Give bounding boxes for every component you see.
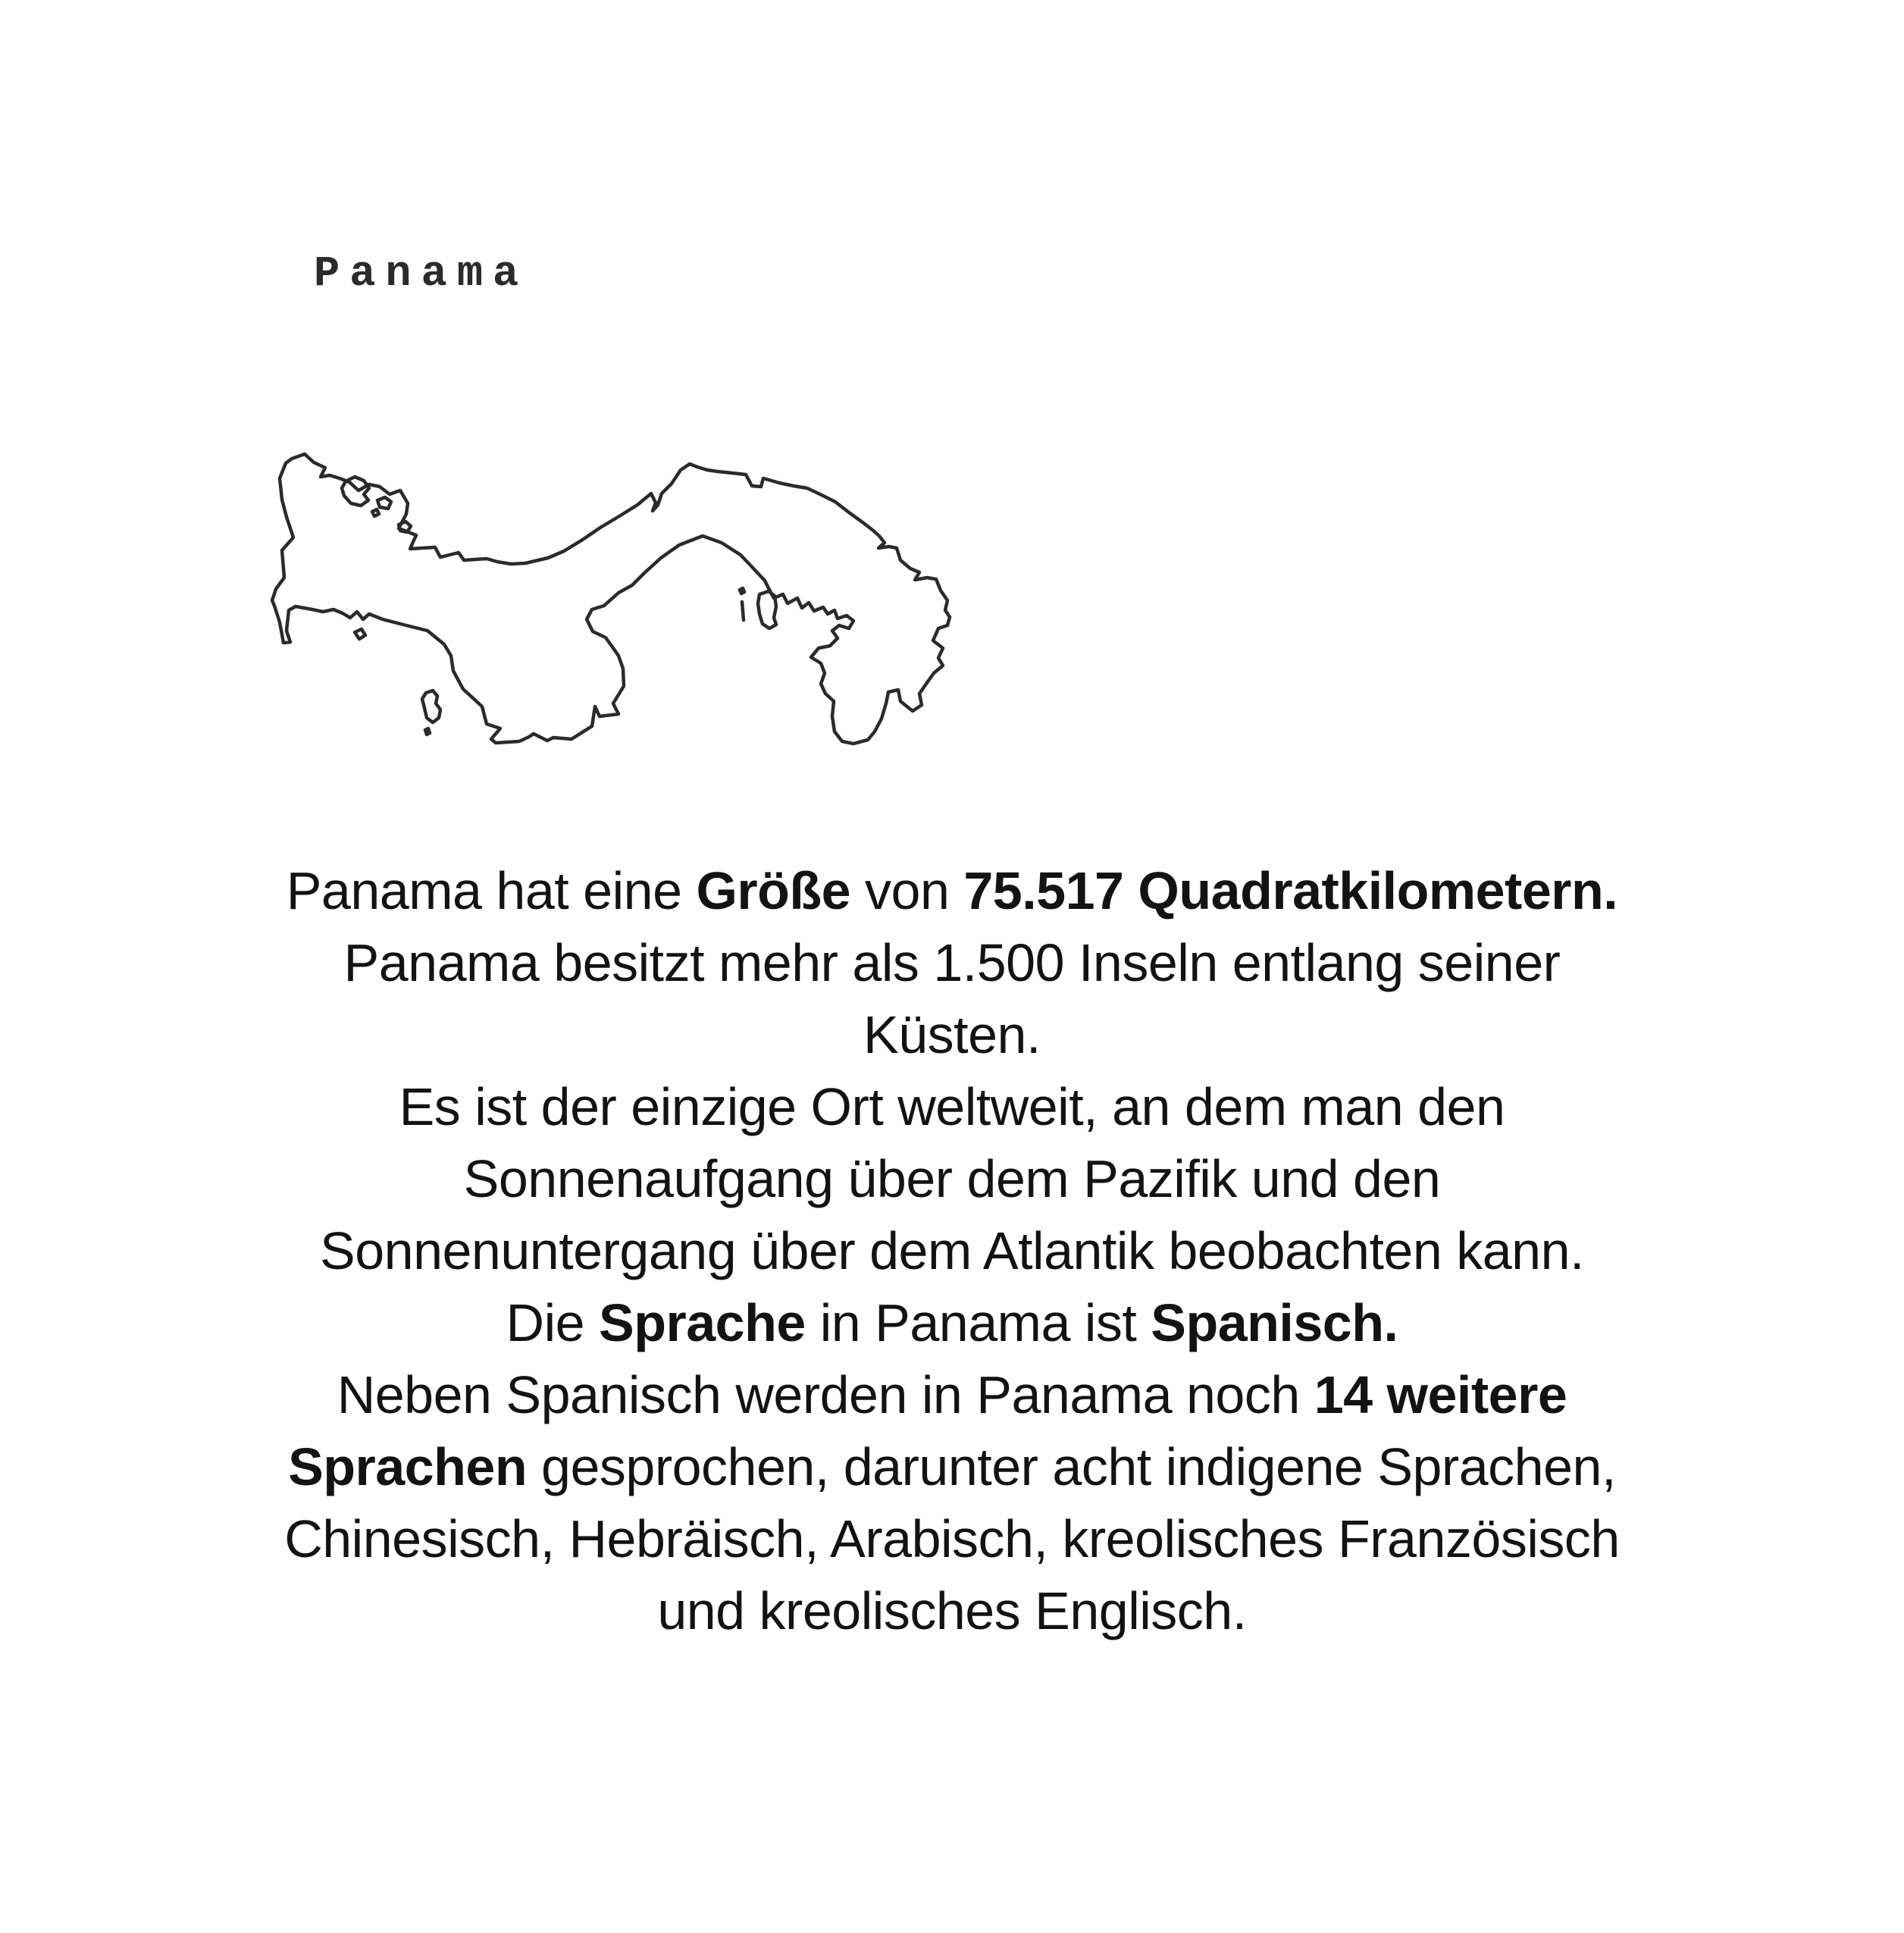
- body-text-run: Die: [506, 1293, 600, 1352]
- body-line: [114, 927, 1790, 999]
- body-text-bold-run: 75.517 Quadratkilometern.: [963, 861, 1618, 920]
- page-title: Panama: [314, 250, 529, 299]
- island-coiba: [422, 691, 440, 722]
- body-text-run: Neben Spanisch werden in Panama noch: [337, 1365, 1314, 1424]
- body-text-bold-run: Größe: [696, 861, 851, 920]
- body-line: [114, 1359, 1790, 1431]
- island-bocas-2: [377, 497, 391, 509]
- island-bocas-4: [372, 509, 379, 516]
- body-text-run: Küsten.: [863, 1005, 1041, 1064]
- body-text-run: Chinesisch, Hebräisch, Arabisch, kreolisches Französisch: [284, 1509, 1620, 1568]
- body-line: [114, 855, 1790, 927]
- island-bocas-1: [342, 477, 369, 506]
- body-text-bold-run: Sprache: [599, 1293, 806, 1352]
- body-text-run: Sonnenaufgang über dem Pazifik und den: [463, 1149, 1441, 1208]
- body-line: [114, 1503, 1790, 1575]
- body-text-bold-run: Sprachen: [288, 1437, 528, 1496]
- island-boca-chica: [355, 629, 365, 639]
- body-text-run: in Panama ist: [805, 1293, 1151, 1352]
- body-line: [114, 999, 1790, 1071]
- island-pearl-main: [758, 591, 776, 628]
- body-line: [114, 1287, 1790, 1359]
- body-line: [114, 1143, 1790, 1215]
- body-text-run: von: [850, 861, 964, 920]
- islet-south: [425, 728, 430, 735]
- mainland-outline-path: [272, 454, 950, 744]
- panama-map-outline: [250, 434, 970, 775]
- body-text-run: Panama hat eine: [286, 861, 697, 920]
- island-bocas-3: [399, 522, 411, 532]
- body-line: [114, 1431, 1790, 1503]
- body-line: [114, 1215, 1790, 1287]
- body-text-run: Panama besitzt mehr als 1.500 Inseln entlang seiner: [343, 933, 1561, 992]
- body-line: [114, 1071, 1790, 1143]
- island-pearl-stem: [742, 602, 744, 620]
- body-text-bold-run: Spanisch.: [1151, 1293, 1398, 1352]
- body-line: [114, 1575, 1790, 1647]
- island-pearl-dot: [740, 588, 744, 594]
- body-text-run: Es ist der einzige Ort weltweit, an dem man den: [399, 1077, 1505, 1136]
- body-text-block: [114, 855, 1790, 1647]
- body-text-run: Sonnenuntergang über dem Atlantik beobachten kann.: [320, 1221, 1584, 1280]
- body-text-run: gesprochen, darunter acht indigene Sprachen,: [527, 1437, 1616, 1496]
- body-text-bold-run: 14 weitere: [1314, 1365, 1567, 1424]
- body-text-run: und kreolisches Englisch.: [657, 1581, 1247, 1640]
